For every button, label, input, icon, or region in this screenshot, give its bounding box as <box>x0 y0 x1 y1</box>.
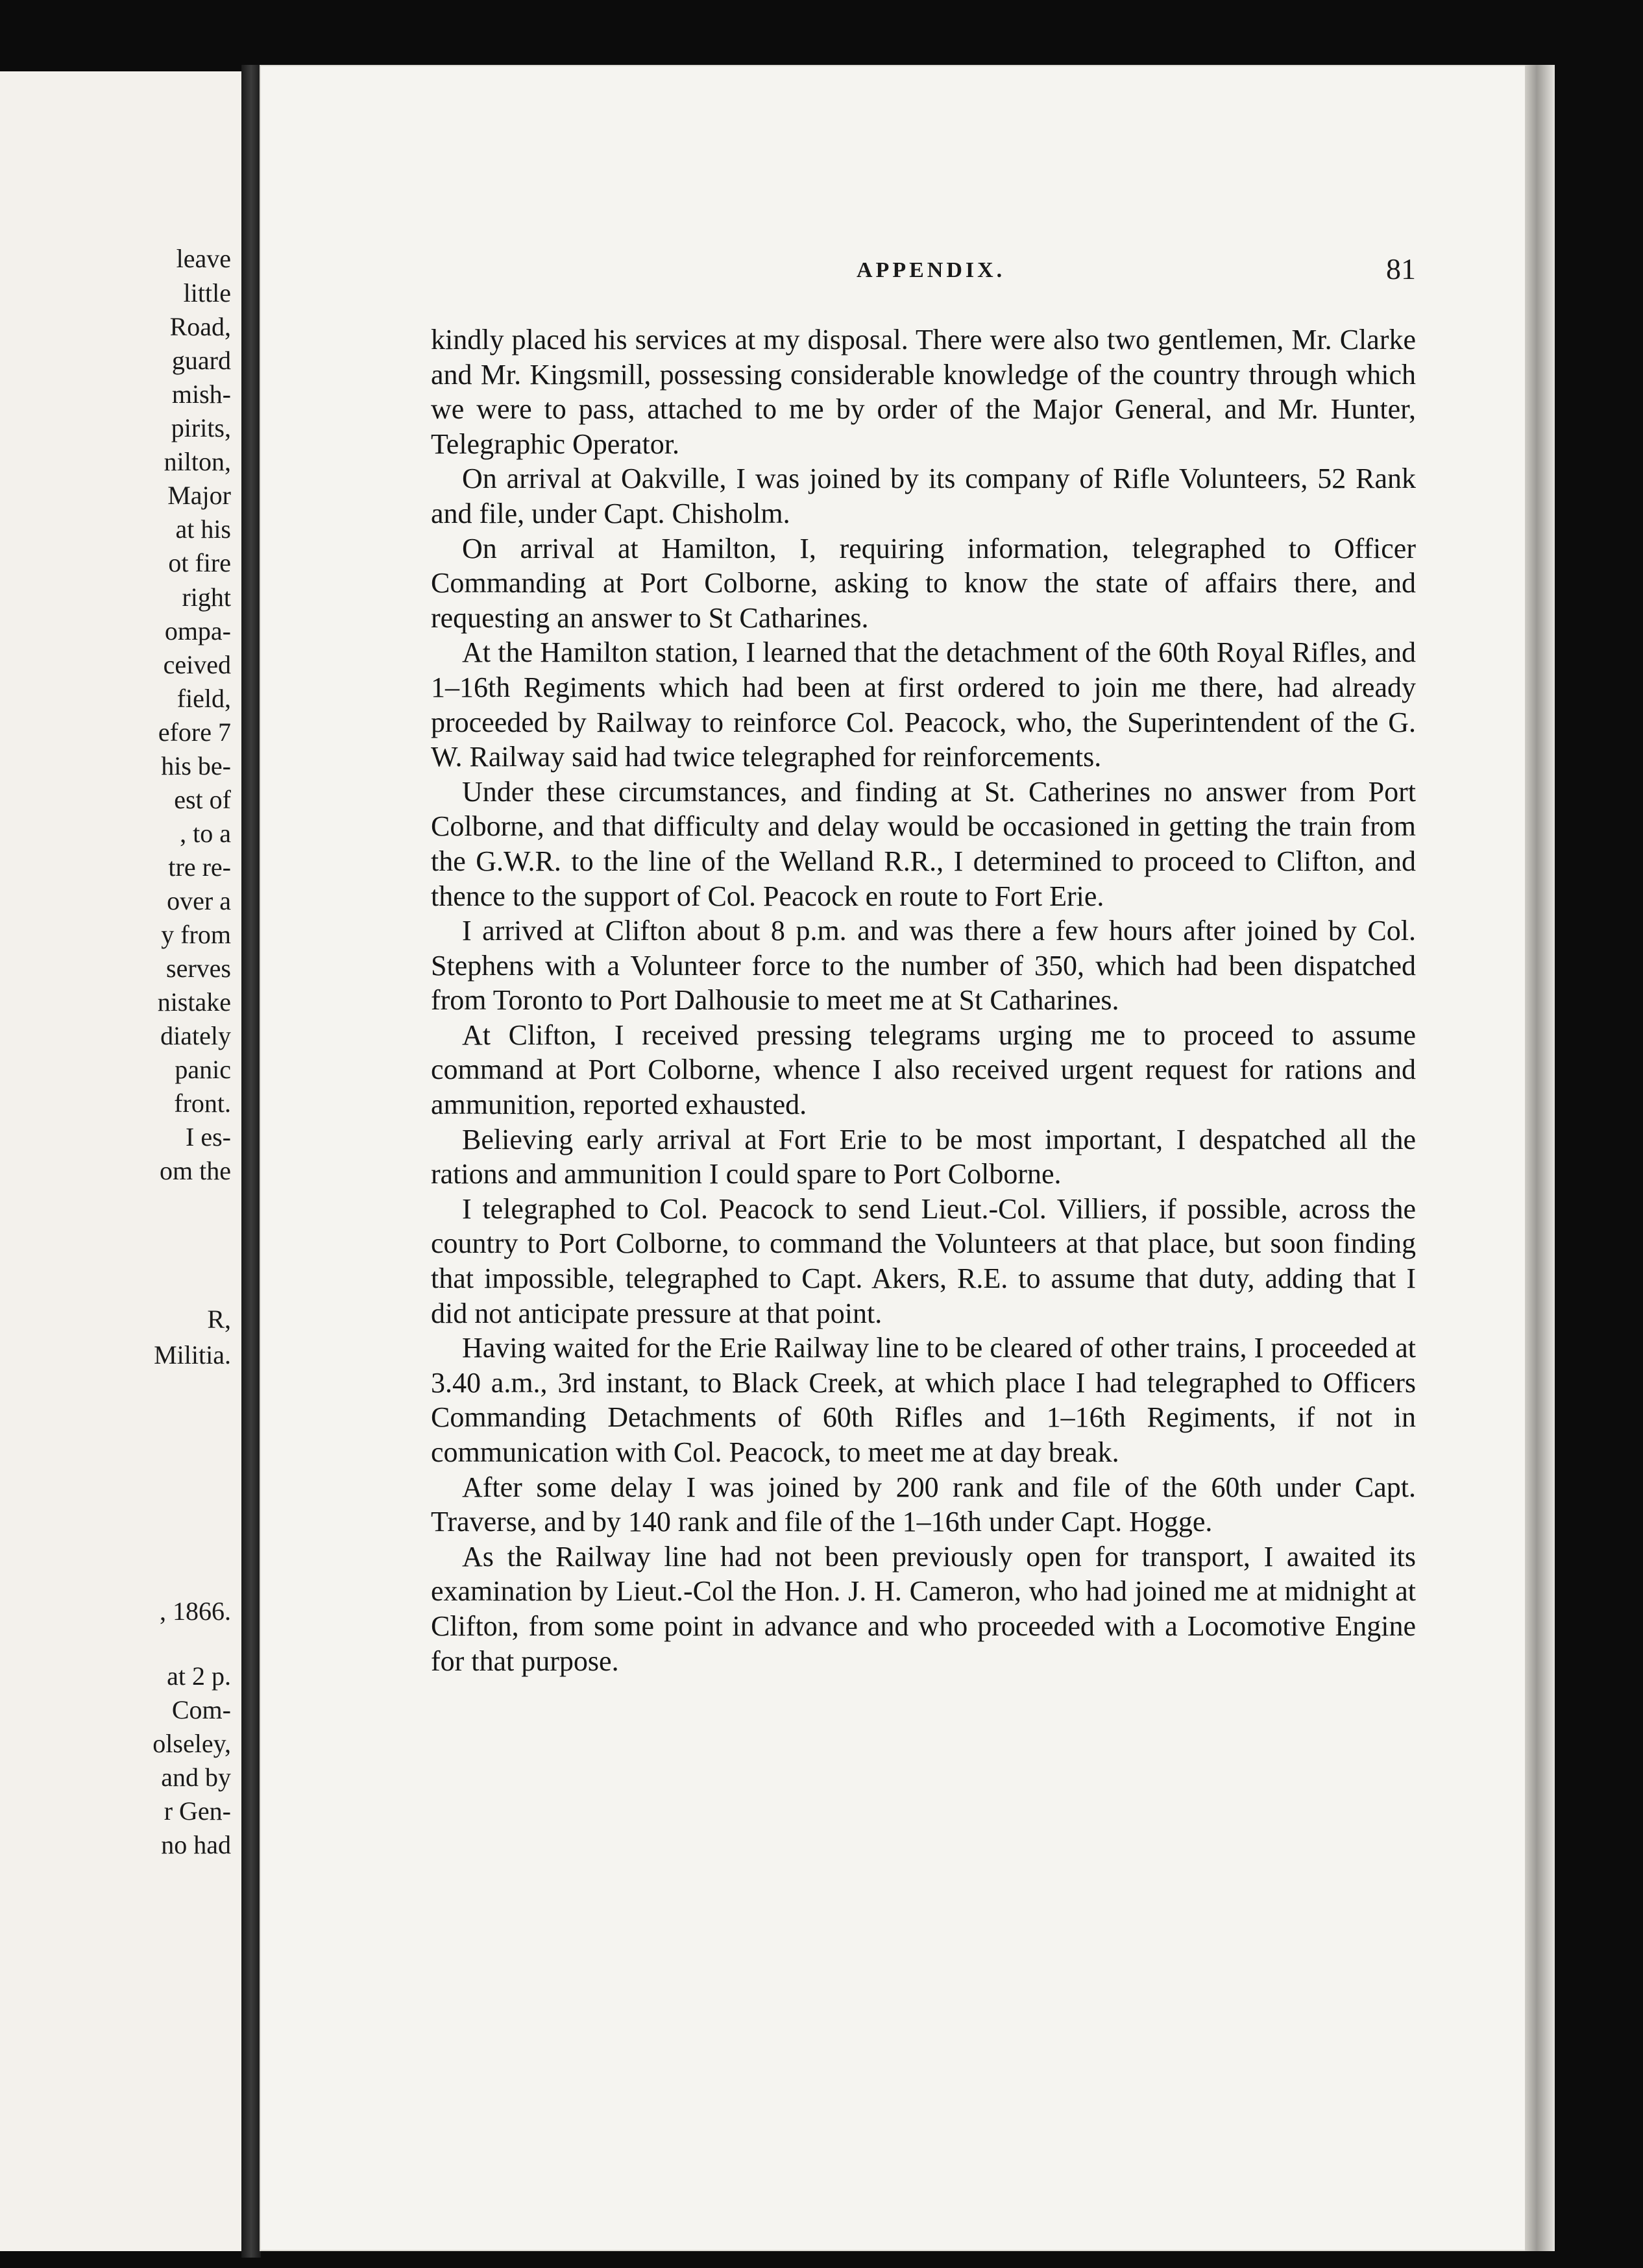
left-page-line-fragment: nilton, <box>164 447 231 476</box>
left-page-line-fragment: over a <box>167 886 231 915</box>
left-page-line-fragment: mish- <box>171 380 231 409</box>
paragraph: As the Railway line had not been previously open for transport, I awaited its examination by Lieut.-Col the Hon. J. H. Cameron, who had joined me at midnight at Clifton, from some point in advance and who proceeded with a Locomotive Engine for that purpose. <box>431 1540 1416 1677</box>
paragraph: I telegraphed to Col. Peacock to send Lieut.-Col. Villiers, if possible, across the country to Port Colborne, to command the Volunteers at that place, but soon finding that impossible, telegraphed to Capt. Akers, R.E. to assume that duty, adding that I did not anticipate pressure at that point. <box>431 1192 1416 1329</box>
left-page-line-fragment: his be- <box>161 751 231 780</box>
left-page-line-fragment: panic <box>175 1055 231 1084</box>
page-number: 81 <box>1386 252 1416 285</box>
paragraph: Under these circumstances, and finding at St. Catherines no answer from Port Colborne, and that difficulty and delay would be occasioned in getting the train from the G.W.R. to the line of the Welland R.R., I determined to proceed to Clifton, and thence to the support of Col. Peacock en route to Fort Erie. <box>431 775 1416 912</box>
book-spine-gutter <box>241 65 261 2258</box>
left-page-line-fragment: est of <box>174 785 231 814</box>
left-page-line-fragment: nistake <box>157 987 231 1017</box>
paragraph: Believing early arrival at Fort Erie to be most important, I despatched all the rations and ammunition I could spare to Port Colborne. <box>431 1123 1416 1190</box>
left-page-line-fragment: at 2 p. <box>167 1661 231 1691</box>
left-page-line-fragment: Road, <box>169 312 231 341</box>
left-page-line-fragment: right <box>182 583 231 612</box>
left-page-line-fragment: Major <box>167 481 231 510</box>
left-page-line-fragment: ot fire <box>168 548 231 577</box>
left-page-line-fragment: little <box>183 278 231 308</box>
left-page-line-fragment: pirits, <box>171 413 231 442</box>
left-page-line-fragment: , to a <box>180 819 231 848</box>
paragraph: On arrival at Oakville, I was joined by its company of Rifle Volunteers, 52 Rank and file, under Capt. Chisholm. <box>431 463 1416 529</box>
paragraph: At the Hamilton station, I learned that the detachment of the 60th Royal Rifles, and 1–16th Regiments which had been at first ordered to join me there, had already proceeded by Railway to reinforce Col. Peacock, who, the Superintendent of the G. W. Railway said had twice telegraphed for reinforcements. <box>431 636 1416 773</box>
left-page-line-fragment: no had <box>161 1830 231 1859</box>
left-facing-page <box>0 71 245 2251</box>
left-page-line-fragment: ompa- <box>164 616 231 645</box>
paragraph: I arrived at Clifton about 8 p.m. and was there a few hours after joined by Col. Stephens with a Volunteer force to the number of 350, which had been dispatched from Toronto to Port Dalhousie to meet me at St Catharines. <box>431 915 1416 1017</box>
left-page-line-fragment: serves <box>166 954 231 983</box>
left-page-line-fragment: and by <box>161 1763 231 1792</box>
paragraph: After some delay I was joined by 200 rank and file of the 60th under Capt. Traverse, and by 140 rank and file of the 1–16th under Capt. Hogge. <box>431 1471 1416 1538</box>
left-page-line-fragment: tre re- <box>168 852 231 882</box>
left-page-line-fragment: r Gen- <box>164 1796 231 1826</box>
left-page-line-fragment: at his <box>175 514 231 544</box>
paragraph: At Clifton, I received pressing telegrams urging me to proceed to assume command at Port Colborne, whence I also received urgent request for rations and ammunition, reported exhausted. <box>431 1019 1416 1121</box>
page-body-text <box>431 322 1416 1678</box>
left-page-line-fragment: ceived <box>163 650 231 679</box>
left-page-line-fragment: om the <box>160 1156 231 1185</box>
left-page-line-fragment: diately <box>160 1021 231 1050</box>
paragraph: On arrival at Hamilton, I, requiring information, telegraphed to Officer Commanding at Port Colborne, asking to know the state of affairs there, and requesting an answer to St Catharines. <box>431 532 1416 634</box>
paragraph: Having waited for the Erie Railway line to be cleared of other trains, I proceeded at 3.40 a.m., 3rd instant, to Black Creek, at which place I had telegraphed to Officers Commanding Detachments of 60th Rifles and 1–16th Regiments, if not in communication with Col. Peacock, to meet me at day break. <box>431 1332 1416 1468</box>
page-edge-stack <box>1525 65 1555 2251</box>
left-page-line-fragment: guard <box>171 346 231 375</box>
left-page-line-fragment: I es- <box>186 1122 231 1152</box>
paragraph: kindly placed his services at my disposal. There were also two gentlemen, Mr. Clarke and Mr. Kingsmill, possessing considerable knowledge of the country through which we were to pass, attached to me by order of the Major General, and Mr. Hunter, Telegraphic Operator. <box>431 324 1416 460</box>
left-page-line-fragment: R, <box>207 1305 231 1334</box>
left-page-line-fragment: y from <box>161 920 231 949</box>
left-page-line-fragment: efore 7 <box>158 718 231 747</box>
left-page-line-fragment: leave <box>176 244 231 273</box>
left-page-line-fragment: Militia. <box>154 1340 231 1369</box>
left-page-line-fragment: field, <box>176 684 231 713</box>
left-page-line-fragment: olseley, <box>152 1729 231 1758</box>
running-head: APPENDIX. <box>857 258 1006 282</box>
left-page-line-fragment: Com- <box>171 1695 231 1724</box>
left-page-line-fragment: front. <box>174 1089 231 1118</box>
left-page-line-fragment: , 1866. <box>160 1597 231 1626</box>
